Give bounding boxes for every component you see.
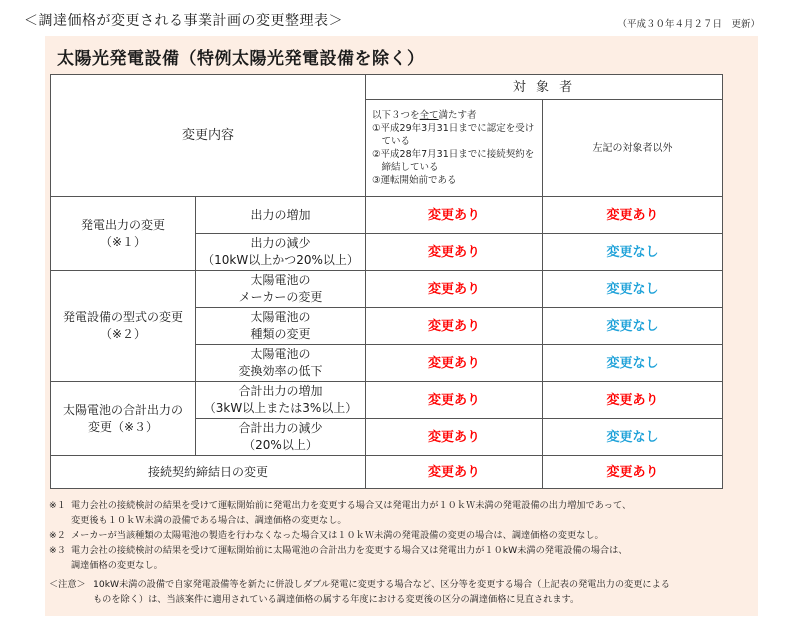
footnote-text-line: 電力会社の接続検討の結果を受けて運転開始前に発電出力を変更する場合又は発電出力が１０ｋＷ未満の発電設備の出力増加であって、: [71, 500, 632, 511]
status-other: 変更あり: [543, 456, 723, 489]
item-label: [196, 382, 366, 419]
condition-line: ①平成29年3月31日までに認定を受け: [372, 123, 535, 134]
item-label-line: 変換効率の低下: [238, 364, 323, 378]
item-label-line: メーカーの変更: [238, 290, 323, 304]
footnote-text: [71, 543, 749, 573]
item-label-line: （3kW以上または3%以上）: [203, 401, 358, 415]
status-other: 変更あり: [543, 382, 723, 419]
footnote: [49, 498, 749, 528]
status-target: 変更あり: [366, 197, 543, 234]
table-row: [51, 197, 723, 234]
status-other: 変更なし: [543, 419, 723, 456]
table-row: [51, 382, 723, 419]
footnote-text: [71, 528, 749, 543]
item-label-line: 太陽電池の: [250, 310, 311, 324]
condition-line: 以下３つを全て満たす者: [372, 110, 477, 121]
section-heading: 太陽光発電設備（特例太陽光発電設備を除く）: [57, 49, 425, 69]
item-label-line: 出力の減少: [250, 236, 311, 250]
status-target: 変更あり: [366, 382, 543, 419]
item-label-line: 太陽電池の: [250, 347, 311, 361]
notes: [49, 498, 749, 607]
status-other: 変更なし: [543, 271, 723, 308]
status-target: 変更あり: [366, 308, 543, 345]
table-row: [51, 456, 723, 489]
group-label: [51, 197, 196, 271]
caution-text: [93, 577, 749, 607]
group-label: [51, 271, 196, 382]
group-label: [51, 382, 196, 456]
status-other: 変更なし: [543, 308, 723, 345]
group-label-line: 太陽電池の合計出力の: [62, 402, 183, 417]
status-target: 変更あり: [366, 345, 543, 382]
status-other: 変更なし: [543, 345, 723, 382]
group-label-line: 変更（※３）: [87, 419, 159, 434]
footnote: [49, 543, 749, 573]
status-other: 変更なし: [543, 234, 723, 271]
item-label-line: 種類の変更: [250, 327, 311, 341]
condition-line: ③運転開始前である: [372, 175, 457, 186]
status-target: 変更あり: [366, 419, 543, 456]
item-label-line: 出力の増加: [250, 207, 311, 222]
item-label-line: （20%以上）: [243, 438, 318, 452]
item-label-line: 太陽電池の: [250, 273, 311, 287]
footnote-text-line: 電力会社の接続検討の結果を受けて運転開始前に太陽電池の合計出力を変更する場合又は発電出力が１０kW未満の発電設備の場合は、: [71, 545, 628, 556]
group-label-line: （※２）: [99, 327, 147, 341]
item-label-line: （10kW以上かつ20%以上）: [202, 253, 359, 267]
group-label-line: 発電出力の変更: [80, 217, 165, 232]
footnote-text-line: 調達価格の変更なし。: [71, 560, 163, 571]
page-title: ＜調達価格が変更される事業計画の変更整理表＞: [24, 13, 343, 29]
item-label: 接続契約締結日の変更: [51, 456, 366, 489]
condition-line: ている: [372, 136, 411, 147]
footnote: [49, 528, 749, 543]
caution-note: [49, 577, 749, 607]
item-label: [196, 234, 366, 271]
footnote-text-line: メーカーが当該種類の太陽電池の製造を行わなくなった場合又は１０ｋＷ未満の発電設備の変更の場合は、調達価格の変更なし。: [71, 530, 604, 541]
status-target: 変更あり: [366, 271, 543, 308]
condition-line: ②平成28年7月31日までに接続契約を: [372, 149, 535, 160]
status-other: 変更あり: [543, 197, 723, 234]
caution-mark: ＜注意＞: [49, 579, 86, 590]
caution-text-line: 10kW未満の設備で自家発電設備等を新たに併設しダブル発電に変更する場合など、区分等を変更する場合（上記表の発電出力の変更による: [93, 579, 670, 590]
footnote-text-line: 変更後も１０ｋＷ未満の設備である場合は、調達価格の変更なし。: [71, 515, 347, 526]
header-other: 左記の対象者以外: [543, 100, 723, 197]
footnote-mark: ※３: [49, 545, 66, 556]
change-table: [50, 74, 723, 489]
status-target: 変更あり: [366, 234, 543, 271]
item-label: [196, 419, 366, 456]
header-change-content: 変更内容: [51, 75, 366, 197]
item-label: [196, 197, 366, 234]
item-label-line: 合計出力の減少: [238, 421, 323, 435]
header-row-1: [51, 75, 723, 100]
item-label: [196, 345, 366, 382]
update-note: （平成３０年４月２７日 更新）: [617, 19, 760, 30]
table-row: [51, 271, 723, 308]
item-label: [196, 271, 366, 308]
status-target: 変更あり: [366, 456, 543, 489]
footnote-text: [71, 498, 749, 528]
content-panel: [45, 36, 758, 616]
footnote-mark: ※２: [49, 530, 66, 541]
header-target: 対 象 者: [366, 75, 723, 100]
condition-line: 締結している: [372, 162, 439, 173]
item-label: [196, 308, 366, 345]
caution-text-line: ものを除く）は、当該案件に適用されている調達価格の属する年度における変更後の区分の調達価格に見直されます。: [93, 594, 580, 605]
item-label-line: 合計出力の増加: [238, 384, 323, 398]
group-label-line: （※１）: [99, 234, 147, 249]
footnote-mark: ※１: [49, 500, 66, 511]
condition-emphasis: 全て: [419, 110, 439, 121]
group-label-line: 発電設備の型式の変更: [62, 310, 183, 324]
header-target-condition: [366, 100, 543, 197]
